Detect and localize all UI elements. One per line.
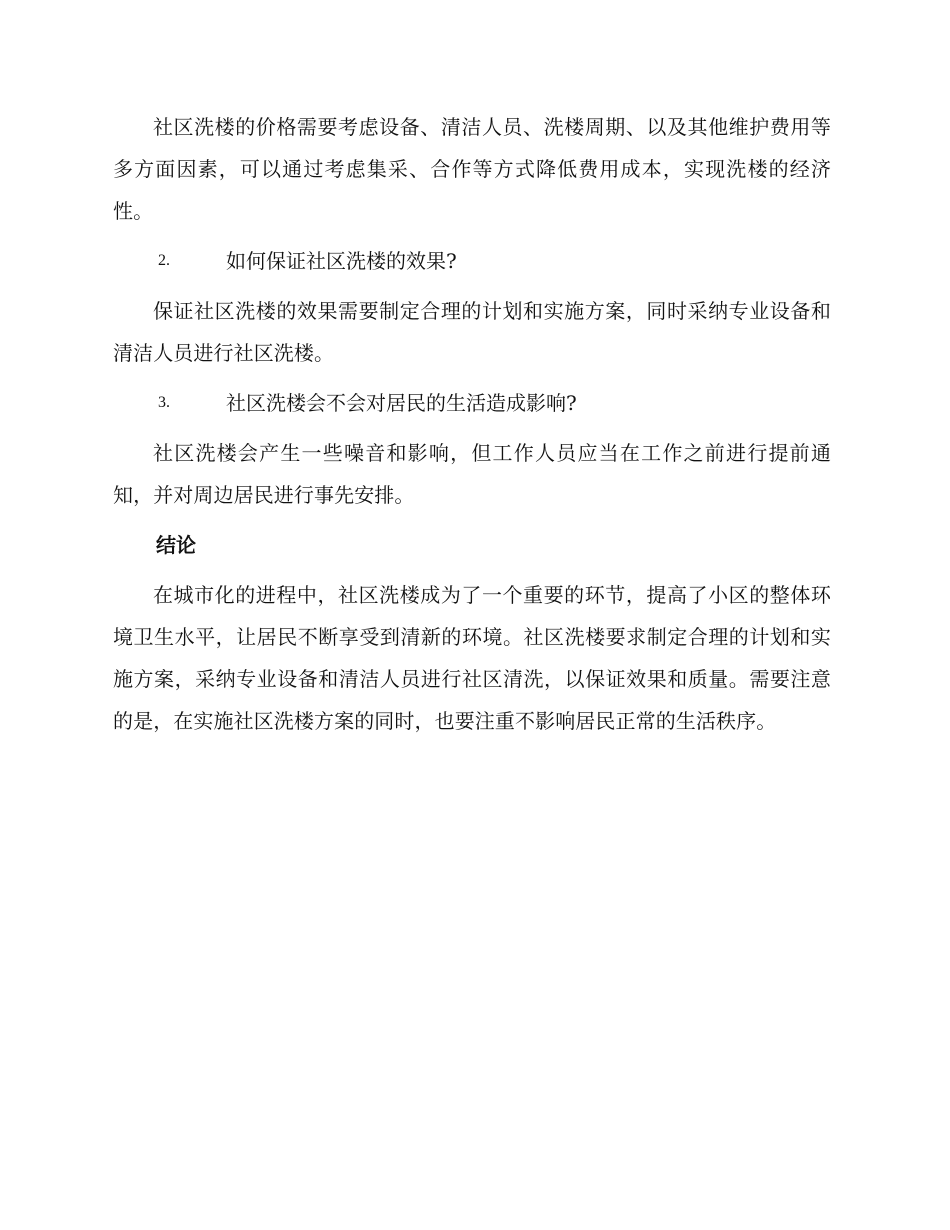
document-page [113, 106, 831, 742]
question-text: 如何保证社区洗楼的效果? [226, 249, 457, 273]
answer-2-paragraph: 保证社区洗楼的效果需要制定合理的计划和实施方案，同时采纳专业设备和清洁人员进行社区洗楼。 [113, 299, 831, 365]
intro-paragraph: 社区洗楼的价格需要考虑设备、清洁人员、洗楼周期、以及其他维护费用等多方面因素，可以通过考虑集采、合作等方式降低费用成本，实现洗楼的经济性。 [113, 115, 831, 223]
question-number: 2. [158, 252, 170, 269]
question-2 [113, 240, 831, 282]
conclusion-heading: 结论 [156, 533, 196, 557]
answer-3-paragraph: 社区洗楼会产生一些噪音和影响，但工作人员应当在工作之前进行提前通知，并对周边居民进行事先安排。 [113, 441, 831, 507]
question-text: 社区洗楼会不会对居民的生活造成影响? [226, 391, 577, 415]
conclusion-paragraph: 在城市化的进程中，社区洗楼成为了一个重要的环节，提高了小区的整体环境卫生水平，让居民不断享受到清新的环境。社区洗楼要求制定合理的计划和实施方案，采纳专业设备和清洁人员进行社区清洗，以保证效果和质量。需要注意的是，在实施社区洗楼方案的同时，也要注重不影响居民正常的生活秩序。 [113, 583, 831, 733]
question-3 [113, 382, 831, 424]
question-number: 3. [158, 394, 170, 411]
